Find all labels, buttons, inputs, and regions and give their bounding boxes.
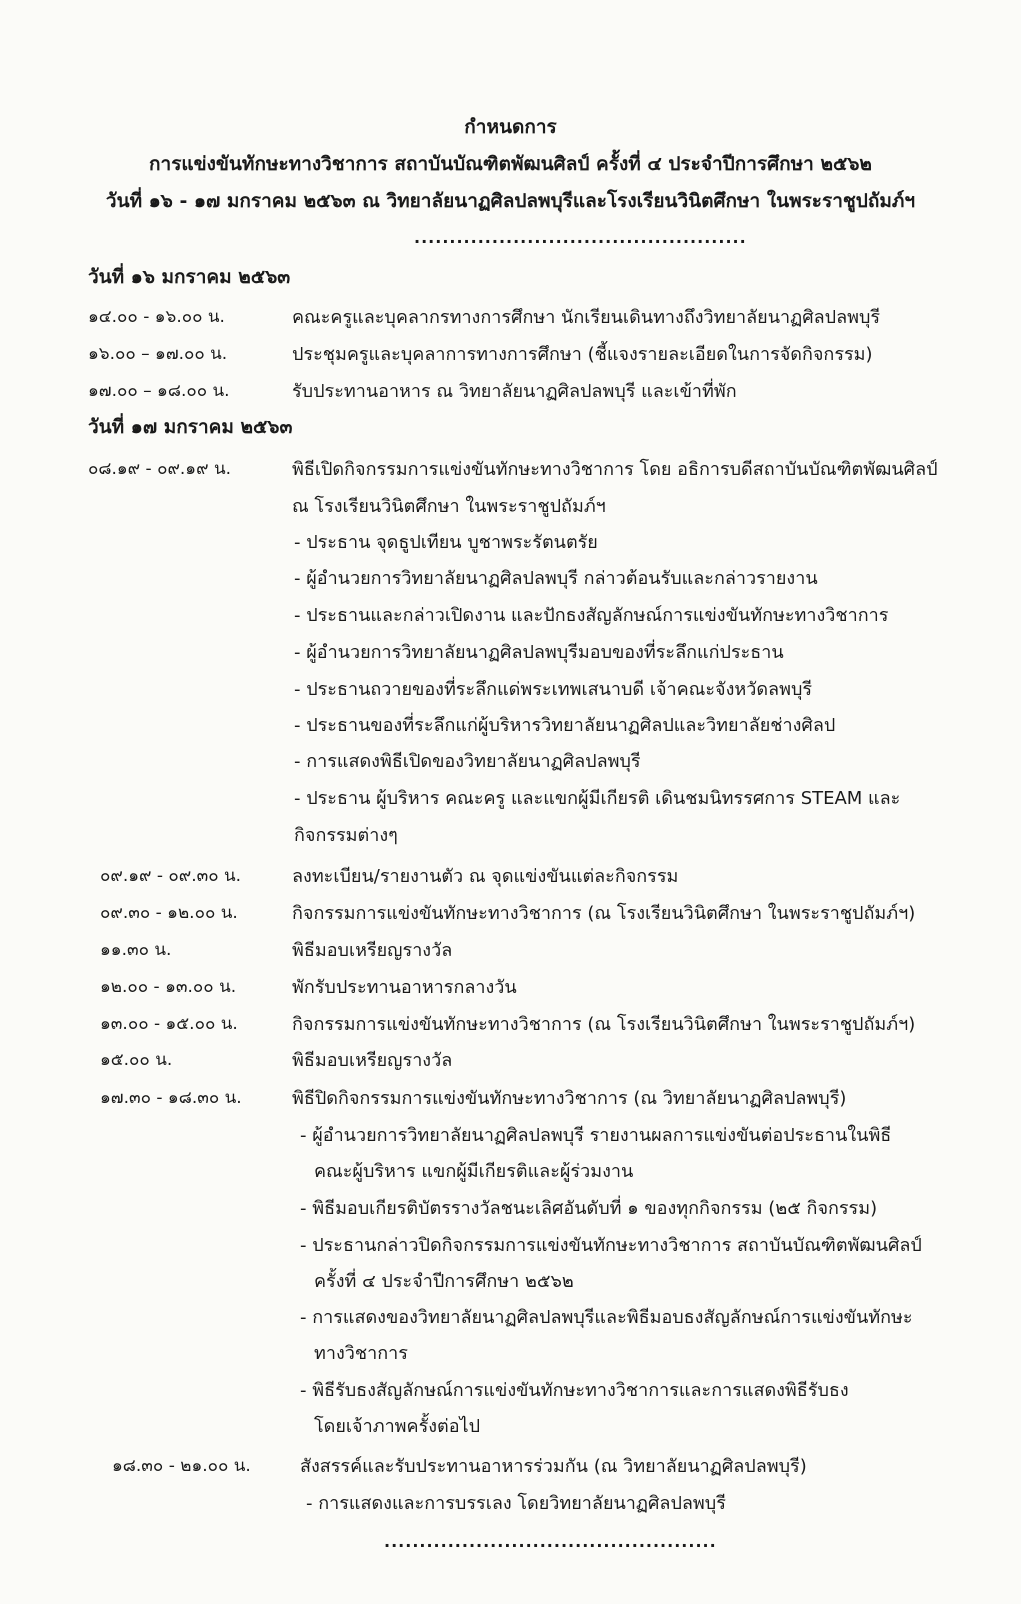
opening-item: - ผู้อำนวยการวิทยาลัยนาฏศิลปลพบุรี กล่าวต้อนรับและกล่าวรายงาน bbox=[294, 568, 818, 589]
closing-item: - การแสดงของวิทยาลัยนาฏศิลปลพบุรีและพิธีมอบธงสัญลักษณ์การแข่งขันทักษะ bbox=[300, 1307, 913, 1328]
closing-text: พิธีปิดกิจกรรมการแข่งขันทักษะทางวิชาการ (ณ วิทยาลัยนาฏศิลปลพบุรี) bbox=[292, 1088, 847, 1109]
day2-row-text: กิจกรรมการแข่งขันทักษะทางวิชาการ (ณ โรงเรียนวินิตศึกษา ในพระราชูปถัมภ์ฯ) bbox=[292, 903, 916, 924]
day1-row-time: ๑๖.๐๐ – ๑๗.๐๐ น. bbox=[88, 344, 228, 364]
closing-item-continued: ครั้งที่ ๔ ประจำปีการศึกษา ๒๕๖๒ bbox=[314, 1271, 574, 1292]
day2-row-time: ๑๒.๐๐ - ๑๓.๐๐ น. bbox=[100, 977, 237, 997]
opening-item: - ประธานและกล่าวเปิดงาน และปักธงสัญลักษณ์การแข่งขันทักษะทางวิชาการ bbox=[294, 605, 889, 626]
opening-text-line2: ณ โรงเรียนวินิตศึกษา ในพระราชูปถัมภ์ฯ bbox=[292, 496, 606, 517]
opening-item-continued: กิจกรรมต่างๆ bbox=[294, 825, 398, 846]
day1-row-text: คณะครูและบุคลากรทางการศึกษา นักเรียนเดินทางถึงวิทยาลัยนาฏศิลปลพบุรี bbox=[292, 307, 881, 328]
day1-row-time: ๑๗.๐๐ – ๑๘.๐๐ น. bbox=[88, 381, 230, 401]
opening-item: - ผู้อำนวยการวิทยาลัยนาฏศิลปลพบุรีมอบของที่ระลึกแก่ประธาน bbox=[294, 642, 784, 663]
closing-item-continued: คณะผู้บริหาร แขกผู้มีเกียรติและผู้ร่วมงาน bbox=[314, 1161, 634, 1182]
closing-item: - พิธีรับธงสัญลักษณ์การแข่งขันทักษะทางวิชาการและการแสดงพิธีรับธง bbox=[300, 1380, 849, 1401]
opening-item: - ประธาน จุดธูปเทียน บูชาพระรัตนตรัย bbox=[294, 532, 598, 553]
closing-item: - ผู้อำนวยการวิทยาลัยนาฏศิลปลพบุรี รายงานผลการแข่งขันต่อประธานในพิธี bbox=[300, 1125, 892, 1146]
closing-item: - ประธานกล่าวปิดกิจกรรมการแข่งขันทักษะทางวิชาการ สถาบันบัณฑิตพัฒนศิลป์ bbox=[300, 1235, 922, 1256]
day2-row-time: ๑๑.๓๐ น. bbox=[100, 940, 172, 960]
dinner-item: - การแสดงและการบรรเลง โดยวิทยาลัยนาฏศิลปลพบุรี bbox=[306, 1493, 726, 1514]
opening-text-line1: พิธีเปิดกิจกรรมการแข่งขันทักษะทางวิชาการ โดย อธิการบดีสถาบันบัณฑิตพัฒนศิลป์ bbox=[292, 459, 938, 480]
opening-time: ๐๘.๑๙ - ๐๙.๑๙ น. bbox=[88, 459, 231, 479]
closing-item-continued: ทางวิชาการ bbox=[314, 1343, 408, 1364]
document-subtitle: การแข่งขันทักษะทางวิชาการ สถาบันบัณฑิตพัฒนศิลป์ ครั้งที่ ๔ ประจำปีการศึกษา ๒๕๖๒ bbox=[149, 153, 872, 175]
opening-item: - ประธานของที่ระลึกแก่ผู้บริหารวิทยาลัยนาฏศิลปและวิทยาลัยช่างศิลป bbox=[294, 715, 836, 736]
document-date-venue: วันที่ ๑๖ - ๑๗ มกราคม ๒๕๖๓ ณ วิทยาลัยนาฏศิลปลพบุรีและโรงเรียนวินิตศึกษา ในพระราชูปถัมภ์ฯ bbox=[105, 190, 916, 212]
closing-item: - พิธีมอบเกียรติบัตรรางวัลชนะเลิศอันดับที่ ๑ ของทุกกิจกรรม (๒๕ กิจกรรม) bbox=[300, 1198, 878, 1219]
day2-row-text: พิธีมอบเหรียญรางวัล bbox=[292, 1050, 453, 1071]
opening-item: - ประธานถวายของที่ระลึกแด่พระเทพเสนาบดี เจ้าคณะจังหวัดลพบุรี bbox=[294, 679, 813, 700]
day2-heading: วันที่ ๑๗ มกราคม ๒๕๖๓ bbox=[88, 416, 293, 438]
day2-row-time: ๑๓.๐๐ - ๑๕.๐๐ น. bbox=[100, 1014, 238, 1034]
dinner-time: ๑๘.๓๐ - ๒๑.๐๐ น. bbox=[112, 1456, 251, 1476]
footer-divider: ............................................... bbox=[384, 1532, 717, 1551]
day2-row-text: พักรับประทานอาหารกลางวัน bbox=[292, 977, 517, 998]
closing-time: ๑๗.๓๐ - ๑๘.๓๐ น. bbox=[100, 1088, 242, 1108]
day1-row-time: ๑๔.๐๐ - ๑๖.๐๐ น. bbox=[88, 307, 225, 327]
day1-row-text: ประชุมครูและบุคลาการทางการศึกษา (ชี้แจงรายละเอียดในการจัดกิจกรรม) bbox=[292, 344, 873, 365]
day2-row-time: ๐๙.๓๐ - ๑๒.๐๐ น. bbox=[100, 903, 238, 923]
opening-item: - การแสดงพิธีเปิดของวิทยาลัยนาฏศิลปลพบุรี bbox=[294, 751, 641, 772]
closing-item-continued: โดยเจ้าภาพครั้งต่อไป bbox=[314, 1416, 481, 1437]
day2-row-text: ลงทะเบียน/รายงานตัว ณ จุดแข่งขันแต่ละกิจกรรม bbox=[292, 866, 679, 887]
header-divider: ............................................... bbox=[414, 228, 747, 247]
day1-heading: วันที่ ๑๖ มกราคม ๒๕๖๓ bbox=[88, 266, 291, 288]
day2-row-text: พิธีมอบเหรียญรางวัล bbox=[292, 940, 453, 961]
day2-row-time: ๐๙.๑๙ - ๐๙.๓๐ น. bbox=[100, 866, 242, 886]
opening-item: - ประธาน ผู้บริหาร คณะครู และแขกผู้มีเกียรติ เดินชมนิทรรศการ STEAM และ bbox=[294, 788, 901, 809]
day2-row-time: ๑๕.๐๐ น. bbox=[100, 1050, 173, 1070]
document-title: กำหนดการ bbox=[464, 116, 557, 138]
day2-row-text: กิจกรรมการแข่งขันทักษะทางวิชาการ (ณ โรงเรียนวินิตศึกษา ในพระราชูปถัมภ์ฯ) bbox=[292, 1014, 916, 1035]
dinner-text: สังสรรค์และรับประทานอาหารร่วมกัน (ณ วิทยาลัยนาฏศิลปลพบุรี) bbox=[300, 1456, 807, 1477]
day1-row-text: รับประทานอาหาร ณ วิทยาลัยนาฏศิลปลพบุรี และเข้าที่พัก bbox=[292, 381, 737, 402]
